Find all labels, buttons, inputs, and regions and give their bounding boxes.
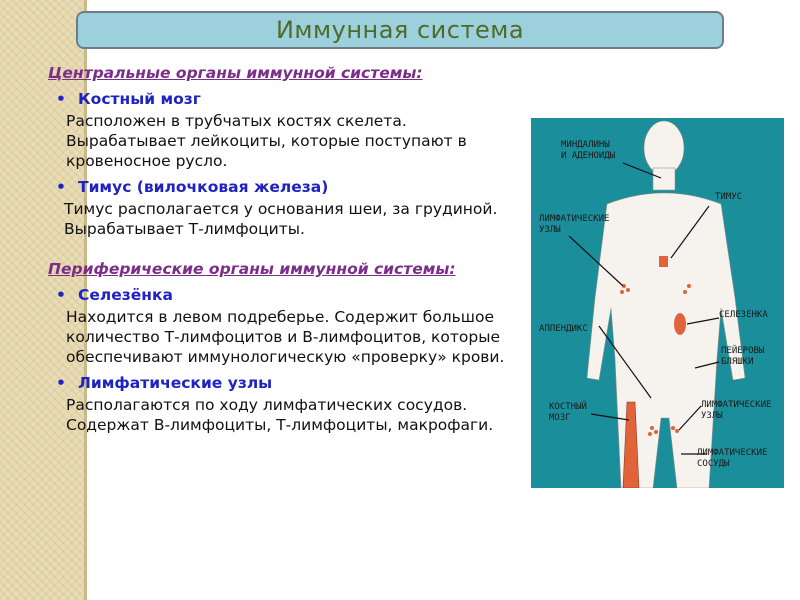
thymus-marker (659, 256, 668, 267)
bullet-dot: • (56, 178, 66, 196)
label-appendix: АППЕНДИКС (539, 324, 588, 334)
text-content (48, 63, 518, 435)
bullet-dot: • (56, 90, 66, 108)
label-lymph-nodes-top: ЛИМФАТИЧЕСКИЕ УЗЛЫ (539, 214, 610, 235)
title-banner (76, 11, 724, 49)
bullet-lymph-nodes (48, 373, 518, 393)
label-lymph-nodes-bottom: ЛИМФАТИЧЕСКИЕ УЗЛЫ (701, 400, 772, 421)
bullet-thymus (48, 177, 518, 197)
label-spleen: СЕЛЕЗЕНКА (719, 310, 768, 320)
paragraph-bone-marrow (48, 111, 518, 171)
paragraph-text: Тимус располагается у основания шеи, за грудиной. Вырабатывает Т-лимфоциты. (64, 200, 498, 238)
bullet-spleen (48, 285, 518, 305)
section-heading-peripheral: Периферические органы иммунной системы: (48, 260, 456, 278)
paragraph-lymph-nodes (48, 395, 518, 435)
human-body-illustration (531, 118, 784, 488)
paragraph-spleen (48, 307, 518, 367)
paragraph-text: Располагаются по ходу лимфатических сосудов. Содержат В-лимфоциты, Т-лимфоциты, макрофаги. (66, 396, 494, 434)
bullet-dot: • (56, 286, 66, 304)
label-peyer-patches: ПЕЙЕРОВЫ БЛЯШКИ (721, 346, 765, 367)
label-thymus: ТИМУС (715, 192, 743, 202)
immune-system-diagram (531, 118, 784, 488)
page-title: Иммунная система (275, 16, 525, 44)
label-bone-marrow: КОСТНЫЙ МОЗГ (549, 402, 587, 423)
label-lymph-vessels: ЛИМФАТИЧЕСКИЕ СОСУДЫ (697, 448, 768, 469)
bullet-label: Селезёнка (78, 286, 173, 304)
label-tonsils: МИНДАЛИНЫ И АДЕНОИДЫ (561, 140, 616, 161)
paragraph-text: Находится в левом подреберье. Содержит большое количество Т-лимфоцитов и В-лимфоцитов, которые обеспечивают иммунологическую «проверку» крови. (66, 308, 505, 366)
spleen-marker (674, 313, 686, 335)
paragraph-text: Расположен в трубчатых костях скелета. Вырабатывает лейкоциты, которые поступают в кровеносное русло. (66, 112, 467, 170)
bullet-label: Лимфатические узлы (78, 374, 273, 392)
bullet-dot: • (56, 374, 66, 392)
section-heading-central: Центральные органы иммунной системы: (48, 64, 423, 82)
bullet-bone-marrow (48, 89, 518, 109)
paragraph-thymus (48, 199, 518, 239)
bullet-label: Тимус (вилочковая железа) (78, 178, 329, 196)
bullet-label: Костный мозг (78, 90, 201, 108)
